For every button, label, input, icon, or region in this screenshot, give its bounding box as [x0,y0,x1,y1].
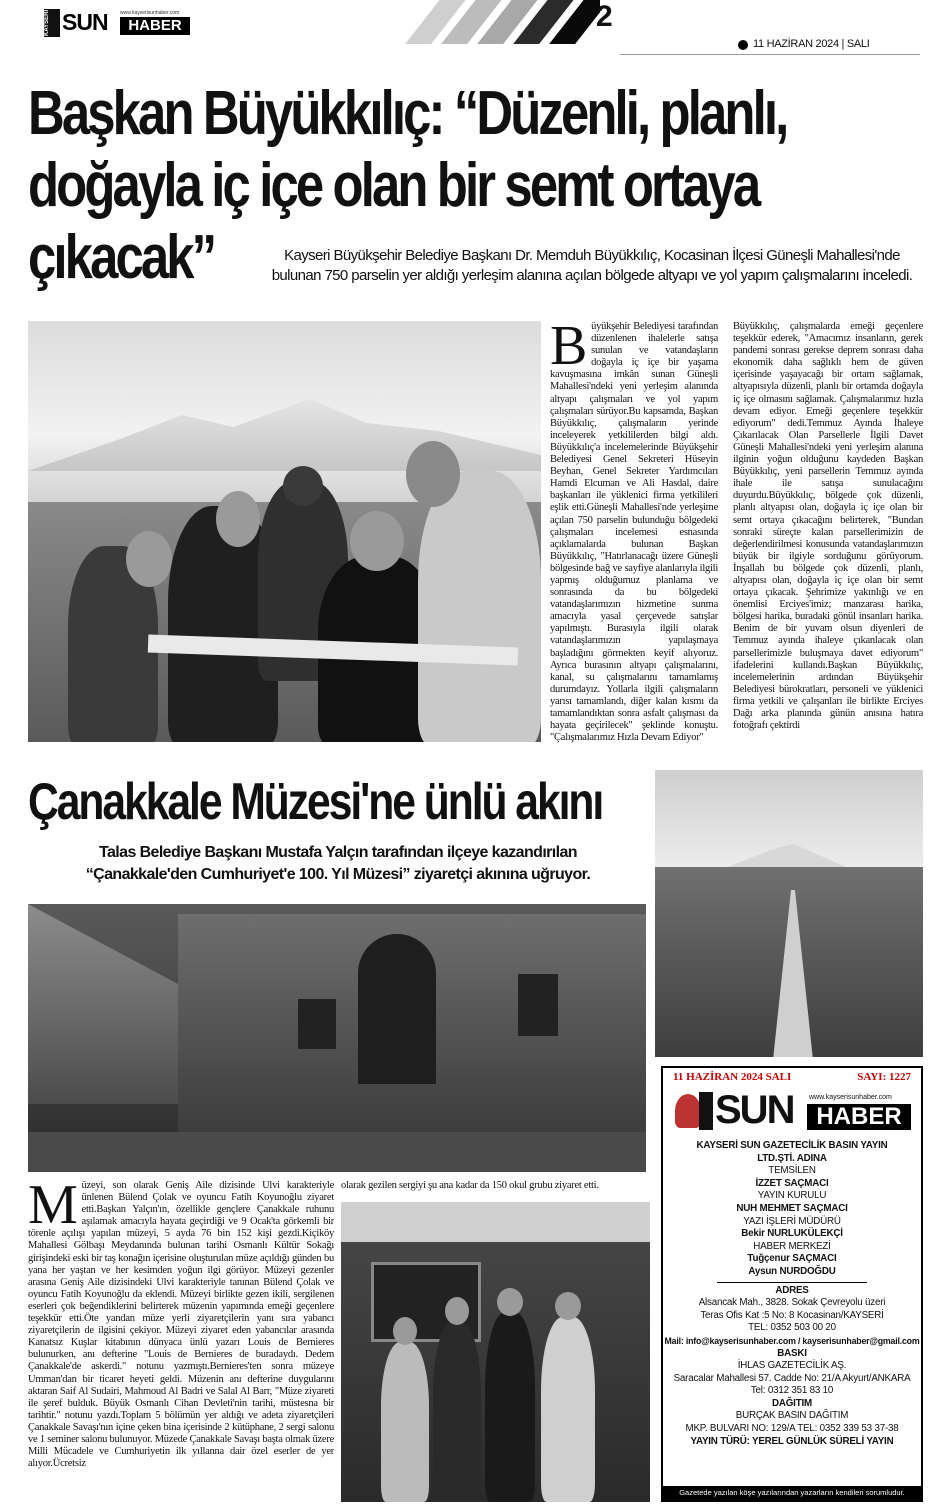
article1-subheadline: Kayseri Büyükşehir Belediye Başkanı Dr. Memduh Büyükkılıç, Kocasinan İlçesi Güneşli Mahallesi'nde bulunan 750 parselin yer aldığı yerleşim alanına açılan bölgede altyapı ve yol yapım çalışmalarını inceledi. [271,247,913,284]
logo-kayseri-label: KAYSERİ [44,9,60,37]
logo-sun-text: SUN [62,9,108,35]
article2-body-col2 [341,1180,649,1196]
logo-figure-icon [675,1094,701,1128]
aerial-road-photo[interactable] [655,770,923,1057]
ceiling-light [341,1202,650,1242]
page-number: 2 [596,0,613,33]
issue-date: 11 HAZİRAN 2024 | SALI [753,38,870,50]
logo-site: www.kayserisunhaber.com [809,1094,892,1101]
headline-line: çıkacak” [28,223,215,292]
article1-photo[interactable] [28,321,541,742]
window [518,974,558,1036]
logo-site: www.kayserisunhaber.com [120,10,180,16]
editor-name: Bekir NURLUKÜLEKÇİ [741,1228,843,1240]
headline-line: Başkan Büyükkılıç: “Düzenli, planlı, [28,79,787,148]
logo-haber-text: HABER [807,1104,911,1130]
publication-type: YAYIN TÜRÜ: YEREL GÜNLÜK SÜRELİ YAYIN [690,1435,894,1447]
article1-text: üyükşehir Belediyesi tarafından düzenlenen ihalelerle satışa sunulan ve vatandaşların doğayla iç içe bir yaşama kavuşmasına imkân sunan Güneşli Mahallesi'ndeki yeni yerleşim alanında altyapı çalışmaları ve yol yapım çalışmaları sürüyor.Bu kapsamda, Başkan Büyükkılıç, çalışmaların yerinde inceleyerek yetkililerden bilgi aldı. Büyükkılıç'a incelemelerinde Büyükşehir Belediyesi Genel Sekreteri Hüseyin Beyhan, Genel Sekreter Yardımcıları Hamdi Elcuman ve Ali Hasdal, daire başkanları ile yüklenici firma yetkilileri eşlik etti.Güneşli Mahallesi'nde yerleşime açılan 750 parselin bulunduğu bölgedeki çalışmaları incelemesi esnasında açıklamalarda bulunan Başkan Büyükkılıç, "Hatırlanacağı üzere Güneşli bölgesinde bağ ve sayfiye alanlarıyla ilgili yapmış olduğumuz planlama ve sonrasında da bu bölgedeki vatandaşlarımızın hizmetine sunma amacıyla yasal çerçevede satışlar yapılmıştı. Burasıyla ilgili olarak vatandaşlarımızın yapılaşmaya başladığını görmekten keyif alıyoruz. Ayrıca burasının altyapı çalışmalarını, kanal, su çalışmalarını tamamlamış durumdayız. Yollarla ilgili çalışmaların yarısı tamamlandı, diğer kalan kısmı da tamamlandıktan sonra asfalt çalışması da hayata geçirilecek" şeklinde konuştu. "Çalışmalarımız Hızla Devam Ediyor" [550,321,718,743]
person-head [555,1292,581,1320]
address-line: Alsancak Mah., 3828. Sokak Çevreyolu üzeri [698,1297,886,1309]
article2-text: üzeyi, son olarak Geniş Aile dizisinde Ulvi karakteriyle ünlenen Bülend Çolak ve oyuncu Fatih Koyunoğlu ziyaret etti.Başkan Yalçın'ın, özellikle gençlere Çanakkale ruhunu aşılamak amacıyla hayata geçirdiği ve 9 Ocak'ta görkemli bir törenle açılışı yapılan müzeyi, 5 ayda 76 bin 152 kişi gezdi.Kiçiköy Mahallesi Gölbaşı Meydanında bulunan tarihi Osmanlı Kültür Sokağı girişindeki eski bir taş konağın içerisine oluşturulan müze açıldığı günden bu yana her yaştan ve her kesimden yoğun ilgi görüyor. Müzeyi gezenler arasına Geniş Aile dizisindeki Ulvi karakteriyle tanınan Bülend Çolak ve oyuncu Fatih Koyunoğlu da eklendi. Müzeyi birlikte gezen ikili, sergilenen eserleri çok beğendiklerini belirterek müzenin yapımında emeği geçenlere teşekkür etti.Öte yandan müze yerli ziyaretçilerin yanı sıra yabancı ziyaretçilerin de ilgisini çekiyor. Müzeyi ziyaret eden yabancılar arasında Kanatsız Kuşlar kitabının dünyaca ünlü yazarı Louis de Bernieres bulunurken, anı defterine "Louis de Bernieres de buradaydı. Dedem Çanakkale'de askerdi." notunu yazmıştı.Bernieres'ten sonra müzeye Umman'dan bir ticaret heyeti geldi. Müzenin anı defterine duygularını aktaran Saif Al Sudairi, Mahmoud Al Badri ve Salal Al Barr, "Müze ziyareti ile şeref bulduk. Büyük Osmanlı Cihan Devleti'nin tarihi, müstesna bir tarihtir." notunu yazdı.Toplam 5 bölümün yer aldığı ve adeta ziyaretçileri Çanakkale Savaşı'nın içine çeken bina içerisinde 2 kütüphane, 2 sergi salonu ve 1 seminer salonu bulunuyor. Müzede Çanakkale Savaşı başta olmak üzere Milli Mücadele ve Cumhuriyetin ilk yıllanna dair özel eserler de yer alıyor.Ücretsiz [28,1180,334,1470]
masthead-top [663,1068,921,1086]
article2-subheadline [28,842,648,886]
masthead-logo[interactable] [671,1090,915,1146]
person-figure [418,471,541,742]
subheadline-line: “Çanakkale'den Cumhuriyet'e 100. Yıl Müzesi” ziyaretçi akınına uğruyor. [85,866,591,883]
subheadline-line: Talas Belediye Başkanı Mustafa Yalçın tarafından ilçeye kazandırılan [99,844,577,861]
person-figure [381,1342,429,1502]
article1-body-col2 [733,321,923,743]
headline-line: doğayla iç içe olan bir semt ortaya [28,151,759,220]
header-rule [620,54,920,55]
separator [717,1282,867,1283]
print-name: İHLAS GAZETECİLİK AŞ. [737,1360,847,1372]
date-bullet-icon [738,40,748,50]
editor-label: YAZI İŞLERİ MÜDÜRÜ [743,1215,841,1227]
news-label: HABER MERKEZİ [753,1240,831,1252]
museum-door [358,934,436,1084]
masthead-footer: Gazetede yazılan köşe yazılarından yazarların kendileri sorumludur. [663,1486,921,1500]
window [298,999,336,1049]
address-line: Teras Ofis Kat :5 No: 8 Kocasinan/KAYSERİ [700,1309,884,1321]
article2-dropcap: M [28,1180,78,1236]
email-link[interactable]: Mail: info@kayserisunhaber.com / kayserisunhaber@gmail.com [664,1335,920,1346]
person-head [393,1317,417,1345]
person-head [283,466,323,506]
rep-name: İZZET SAÇMACI [755,1177,829,1189]
distribution-address: MKP. BULVARI NO: 129/A TEL: 0352 339 53 37-38 [685,1423,899,1435]
museum-building-photo[interactable] [28,904,646,1172]
person-head [216,491,260,547]
article1-text-continued: Büyükkılıç, çalışmalarda emeği geçenlere teşekkür ederek, "Amacımız insanların, gerek pandemi sonrası gerekse deprem sonrası daha ekonomik daha sağlıklı hem de güven içerisinde yaşayacağı bir ortam sağlamak, altyapısıyla düzenli, planlı bir ortamda doğayla iç içe olmasını sağlamak. Çalışmalarımız hızla devam ediyor. Emeği geçenlere teşekkür ediyorum" dedi.Temmuz Ayında İhaleye Çıkarılacak Olan Parsellerle İlgili Davet Güneşli Mahallesi'ndeki yeni yerleşim alanına ilginin yoğun olduğunu kaydeden Başkan Büyükkılıç, yeni parsellerin Temmuz ayında ihale ile satışa sunulacağını duyurdu.Büyükkılıç, bölgede çok düzenli, planlı altyapısı olan, doğayla iç içe olan bir semt ortaya çıkacağını belirterek, "Bundan sonraki süreçte kalan parsellerimizin de değerlendirilmesi konusunda vatandaşlarımızın büyük bir ilgiyle sorduğunu görüyorum. İnşallah bu bölgede çok düzenli, planlı, altyapısı olan, doğayla iç içe olan bir semt ortaya çıkacak. Şehrimize yakınlığı ve en önemlisi Erciyes'imiz; manzarası harika, bölgesi harika, buradaki gönül insanları harika. Benim de bir yuvam olsun diyenleri de Temmuz ayında ihaleye çıkanlacak olan parsellerimizle buluşmaya davet ediyorum" ifadelerini kullandı.Başkan Büyükkılıç, incelemelerinin ardından Büyükşehir Belediyesi bürokratları, personeli ve yüklenici firma yetkili ve çalışanları ile birlikte Erciyes Dağı arka planında günün anısına hatıra fotoğrafı çektirdi [733,321,923,732]
masthead-date: 11 HAZİRAN 2024 SALI [673,1071,792,1083]
masthead-issue: SAYI: 1227 [857,1071,911,1083]
print-label: BASKI [777,1347,807,1359]
print-address: Saracalar Mahallesi 57. Cadde No: 21/A Akyurt/ANKARA [673,1372,911,1384]
person-figure [541,1317,595,1502]
rep-label: TEMSİLEN [768,1165,816,1177]
person-head [406,441,460,507]
page-header [0,0,950,58]
header-stripes-decoration [400,0,600,44]
person-head [350,511,404,571]
logo-haber-text: HABER [120,17,190,35]
header-logo[interactable] [44,9,192,37]
news-name: Tuğçenur SAÇMACI [747,1253,837,1265]
article2-body-col1 [28,1180,334,1502]
article2-headline: Çanakkale Müzesi'ne ünlü akını [28,773,603,831]
visitors-group-photo[interactable] [341,1202,650,1502]
person-head [497,1288,523,1316]
masthead-box [661,1066,923,1502]
print-phone: Tel: 0312 351 83 10 [750,1385,834,1397]
address-label: ADRES [775,1284,809,1296]
logo-sun-text: SUN [715,1088,794,1132]
distribution-name: BURÇAK BASIN DAĞITIM [735,1410,849,1422]
person-head [445,1297,469,1325]
logo-kayseri-bar [699,1092,713,1130]
news-name: Aysun NURDOĞDU [748,1265,836,1277]
company-name: KAYSERİ SUN GAZETECİLİK BASIN YAYIN LTD.ŞTİ. ADINA [696,1140,888,1164]
phone: TEL: 0352 503 00 20 [748,1322,836,1334]
board-label: YAYIN KURULU [757,1190,827,1202]
board-name: NUH MEHMET SAÇMACI [736,1202,848,1214]
masthead-credits [663,1140,921,1448]
person-figure [433,1322,481,1502]
article1-body-col1 [550,321,718,743]
article1-dropcap: B [550,321,588,377]
distribution-label: DAĞITIM [772,1397,812,1409]
article2-text-continued: olarak gezilen sergiyi şu ana kadar da 150 okul grubu ziyaret etti. [341,1180,599,1191]
person-head [126,531,172,587]
person-figure [485,1312,535,1502]
